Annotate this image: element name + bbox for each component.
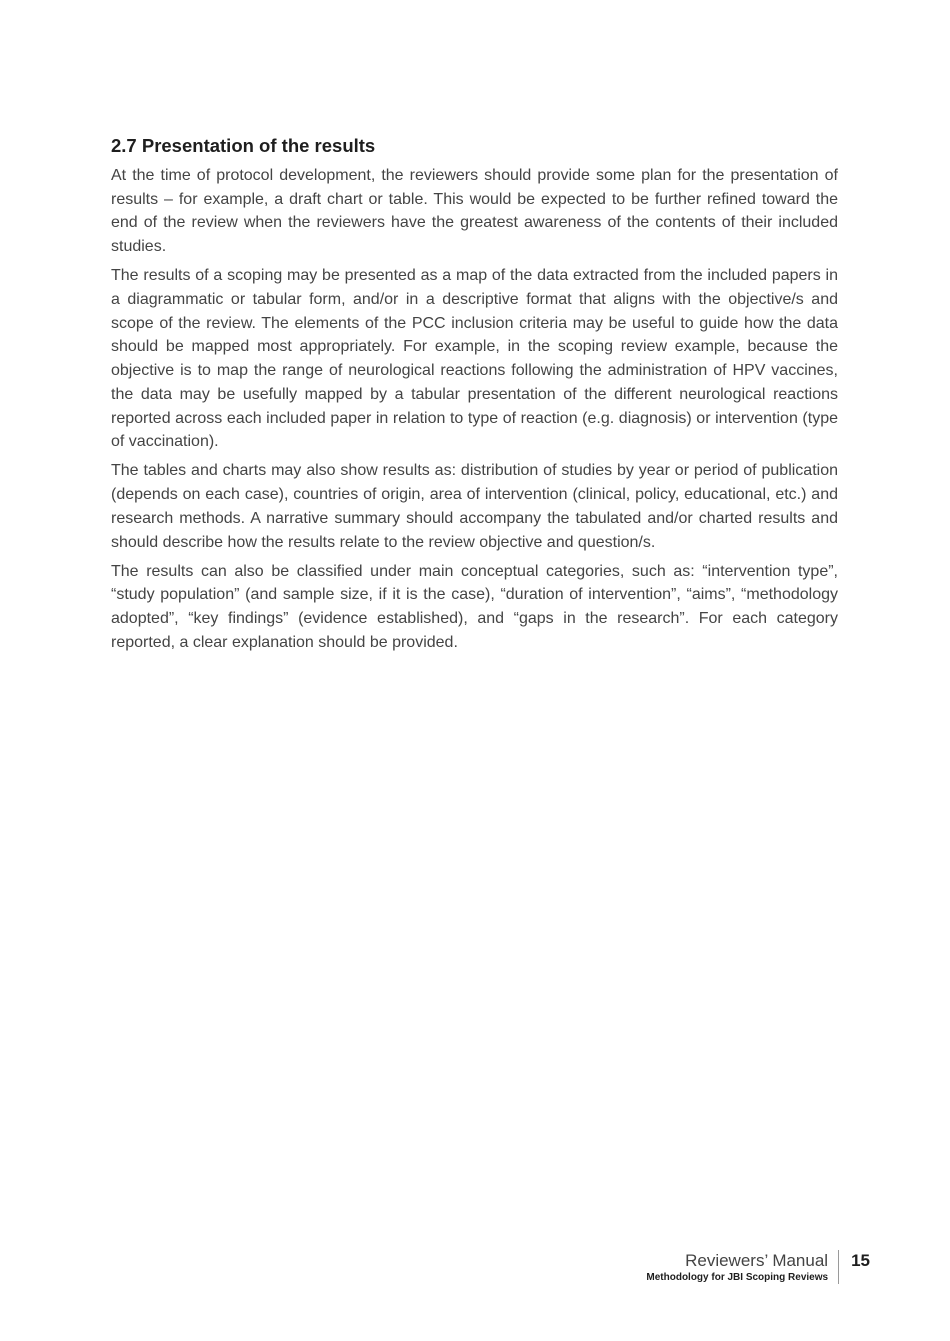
page-footer bbox=[646, 1250, 870, 1290]
paragraph-4: The results can also be classified under main conceptual categories, such as: “intervention type”, “study population” (and sample size, if it is the case), “duration of intervention”, “aims”, “methodology adopted”, “key findings” (evidence established), and “gaps in the research”. For each category reported, a clear explanation should be provided. bbox=[111, 562, 838, 651]
paragraph-2: The results of a scoping may be presented as a map of the data extracted from the included papers in a diagrammatic or tabular form, and/or in a descriptive format that aligns with the objective/s and scope of the review. The elements of the PCC inclusion criteria may be useful to guide how the data should be mapped most appropriately. For example, in the scoping review example, because the objective is to map the range of neurological reactions following the administration of HPV vaccines, the data may be usefully mapped by a tabular presentation of the different neurological reactions reported across each included paper in relation to type of reaction (e.g. diagnosis) or intervention (type of vaccination). bbox=[111, 267, 838, 451]
footer-text-block bbox=[646, 1250, 839, 1284]
footer-subtitle: Methodology for JBI Scoping Reviews bbox=[646, 1272, 829, 1283]
section-heading: 2.7 Presentation of the results bbox=[111, 135, 376, 156]
page-number: 15 bbox=[851, 1251, 870, 1270]
section-content bbox=[111, 134, 838, 660]
paragraph-3: The tables and charts may also show results as: distribution of studies by year or period of publication (depends on each case), countries of origin, area of intervention (clinical, policy, educational, etc.) and research methods. A narrative summary should accompany the tabulated and/or charted results and should describe how the results relate to the review objective and question/s. bbox=[111, 462, 838, 551]
footer-title: Reviewers’ Manual bbox=[685, 1251, 829, 1270]
paragraph-1: At the time of protocol development, the reviewers should provide some plan for the presentation of results – for example, a draft chart or table. This would be expected to be further refined toward the end of the review when the reviewers have the greatest awareness of the contents of their included studies. bbox=[111, 167, 838, 256]
